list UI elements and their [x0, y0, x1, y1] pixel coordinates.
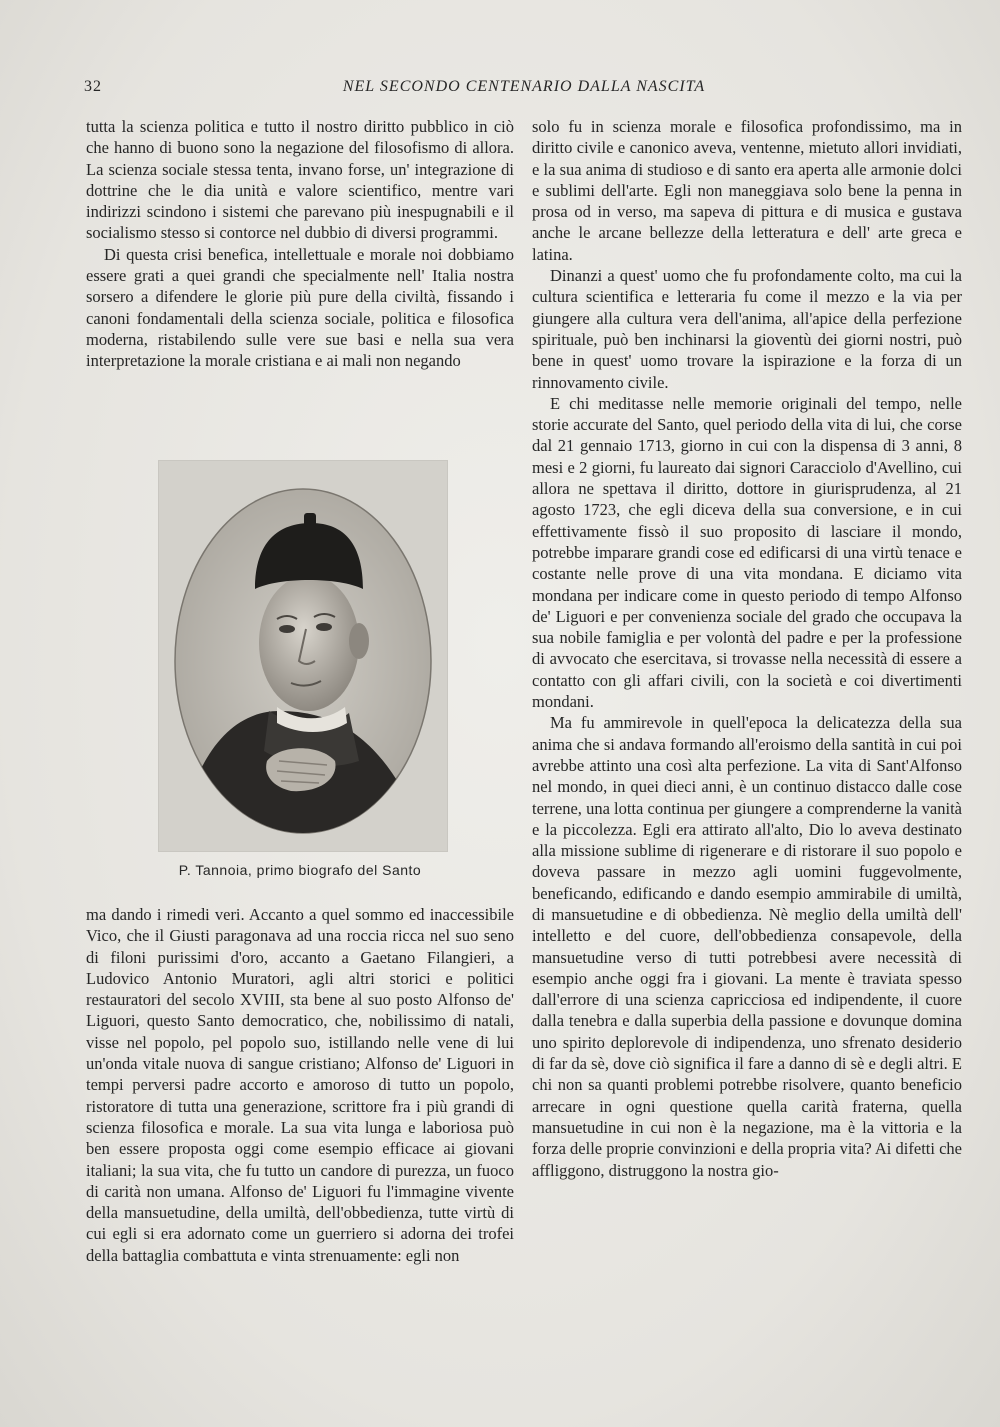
right-column — [532, 116, 962, 1181]
portrait-figure — [158, 460, 448, 852]
paragraph: Di questa crisi benefica, intellettuale e morale noi dobbiamo essere grati a quei grandi che specialmente nell' Italia nostra sorsero a difendere le glorie più pure della civiltà, fissando i canoni fondamentali della scienza sociale, politica e filosofica moderna, ristabilendo sulle vere sue basi e nella sua vera interpretazione la morale cristiana e ai mali non negando — [86, 244, 514, 371]
paragraph: E chi meditasse nelle memorie originali del tempo, nelle storie accurate del Santo, quel periodo della vita di lui, che corse dal 21 gennaio 1713, giorno in cui con la dispensa di 3 anni, 8 mesi e 2 giorni, fu laureato dai signori Caracciolo d'Avellino, cui allora ne spettava il diritto, dottore in giurisprudenza, al 21 agosto 1723, che egli diceva della sua conversione, e in cui effettivamente fissò il suo proposito di lasciare il mondo, potrebbe imparare grandi cose ed edificarsi di una virtù tenace e costante nelle prove di una vita mondana. E diciamo vita mondana per indicare come in questo periodo di tempo Alfonso de' Liguori e per convenienza sociale del grado che occupava la sua nobile famiglia e per volontà del padre e per la professione di avvocato che esercitava, si trovasse nella necessità di essere a contatto con gli affari civili, con la società e coi divertimenti mondani. — [532, 393, 962, 712]
page-header — [84, 78, 964, 102]
left-column-bottom — [86, 904, 514, 1266]
paragraph: solo fu in scienza morale e filosofica profondissimo, ma in diritto civile e canonico aveva, ventenne, mietuto allori invidiati, e la sua anima di studioso e di santo era aperta alle armonie dolci e sublimi dell'arte. Egli non maneggiava solo bene la penna in prosa od in verso, ma sapeva di pittura e di musica e gustava anche le arcane bellezze della letteratura e dell' arte greca e latina. — [532, 117, 962, 264]
figure-caption: P. Tannoia, primo biografo del Santo — [178, 862, 422, 878]
page-number: 32 — [84, 78, 102, 95]
running-title: NEL SECONDO CENTENARIO DALLA NASCITA — [342, 78, 706, 95]
paragraph: Ma fu ammirevole in quell'epoca la delicatezza della sua anima che si andava formando all'eroismo della santità in cui poi avrebbe attinto una così alta perfezione. La vita di Sant'Alfonso nel mondo, in quei dieci anni, è un continuo distacco dalle cose terrene, una lotta continua per giungere a comprenderne la vanità e la piccolezza. Egli era attirato all'alto, Dio lo aveva destinato alla missione sublime di rigenerare e di ristorare il suo popolo e doveva passare in mezzo agli uomini fuggevolmente, beneficando, edificando e dando esempio ammirabile di umiltà, di mansuetudine e di obbedienza. Nè meglio della umiltà dell' intelletto e del cuore, dell'obbedienza consapevole, della mansuetudine verso di tutti potrebbesi avere necessità di esempio anche oggi fra i giovani. La mente è traviata spesso dall'errore di una scienza capricciosa ed indipendente, il cuore dalla tenebra e dalla superbia della passione e dovunque domina uno spirito deplorevole di indipendenza, uno sfrenato desiderio di far da sè, dove ciò significa il fare a danno di sè e degli altri. E chi non sa quanti problemi potrebbe risolvere, quanto beneficio arrecare in ogni questione quella carità fraterna, quella mansuetudine in cui non è la negazione, ma è la vittoria e la forza delle proprie convinzioni e della propria vita? Ai difetti che affliggono, distruggono la nostra gio- — [532, 713, 962, 1180]
portrait-image — [159, 461, 447, 851]
paragraph: ma dando i rimedi veri. Accanto a quel sommo ed inaccessibile Vico, che il Giusti paragonava ad una roccia ricca nel suo seno di filoni purissimi d'oro, accanto a Gaetano Filangieri, a Ludovico Antonio Muratori, agli altri storici e politici restauratori del secolo XVIII, sta bene al suo posto Alfonso de' Liguori, questo Santo democratico, che, nobilissimo di natali, visse nel popolo, pel popolo suo, istillando nelle vene di lui un'onda vitale nuova di sangue cristiano; Alfonso de' Liguori in tempi perversi padre accorto e amoroso di tutto un popolo, ristoratore di tutta una generazione, scrittore fra i più grandi di scienza filosofica e morale. La sua vita lunga e laboriosa può ben essere proposta oggi come esempio efficace ai giovani italiani; la sua vita, che fu tutto un candore di purezza, un fuoco di carità non umana. Alfonso de' Liguori fu l'immagine vivente della mansuetudine, della umiltà, dell'obbedienza, tutte virtù di cui egli si era adornato come un guerriero si adorna dei trofei della battaglia combattuta e vinta strenuamente: egli non — [86, 905, 514, 1265]
paragraph: tutta la scienza politica e tutto il nostro diritto pubblico in ciò che hanno di buono sono la negazione del filosofismo di allora. La scienza sociale stessa tenta, invano forse, un' integrazione di dottrine che le dia unità e valore scientifico, mentre vari indirizzi scindono i sistemi che parevano più inespugnabili e il socialismo stesso si contorce nel dubbio di diversi programmi. — [86, 117, 514, 243]
left-column-top — [86, 116, 514, 372]
paragraph: Dinanzi a quest' uomo che fu profondamente colto, ma cui la cultura scientifica e letteraria fu come il mezzo e la via per giungere alla cultura vera dell'anima, all'apice della perfezione spirituale, può ben inchinarsi la gioventù dei giorni nostri, può bene in quest' uomo trovare la ispirazione e la forza di un rinnovamento civile. — [532, 266, 962, 392]
